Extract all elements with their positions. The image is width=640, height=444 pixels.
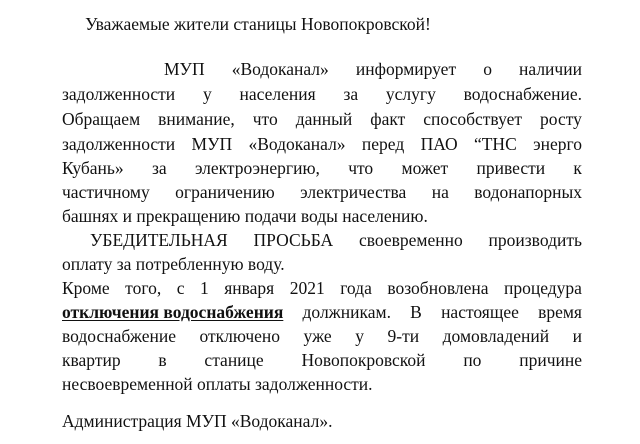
paragraph-2-line-2: оплату за потребленную воду. [62, 254, 285, 274]
word: по [463, 350, 482, 370]
word: квартир [62, 350, 121, 370]
word: станице [204, 350, 264, 370]
word: способствует [423, 109, 523, 129]
word: росту [540, 109, 582, 129]
paragraph-1-line-1 [62, 58, 582, 80]
paragraph-3-line-1 [62, 277, 582, 299]
word: частичному [62, 182, 150, 202]
paragraph-1-line-5 [62, 157, 582, 179]
word: Кубань» [62, 158, 124, 178]
word: факт [370, 109, 406, 129]
paragraph-1-line-7: башнях и прекращению подачи воды населению. [62, 206, 428, 226]
word: к [573, 158, 582, 178]
word: 2021 [289, 278, 325, 298]
word: «Водоканал» [248, 134, 346, 154]
word: “ТНС [473, 134, 517, 154]
word: привести [476, 158, 546, 178]
word: домовладений [442, 326, 550, 346]
word: водоснабжение. [463, 84, 582, 104]
word: внимание, [158, 109, 235, 129]
word: 9-ти [387, 326, 420, 346]
word: 1 [199, 278, 209, 298]
word: услугу [385, 84, 436, 104]
word: «Водоканал» [231, 59, 329, 79]
paragraph-1-line-4 [62, 133, 582, 155]
word: ПРОСЬБА [253, 230, 334, 250]
word: населения [239, 84, 316, 104]
paragraph-3-line-2-word: время [538, 302, 582, 322]
paragraph-3-line-3 [62, 325, 582, 347]
word: водоснабжение [62, 326, 176, 346]
word: причине [519, 350, 582, 370]
word: своевременно [358, 230, 463, 250]
word: у [202, 84, 212, 104]
word: перед [361, 134, 405, 154]
paragraph-3-line-2-word: настоящее [441, 302, 519, 322]
word: и [572, 326, 582, 346]
word: может [401, 158, 449, 178]
word: ограничению [175, 182, 275, 202]
word: на [431, 182, 449, 202]
disconnection-emphasis: отключения водоснабжения [62, 302, 284, 322]
paragraph-3-line-2-word: В [410, 302, 422, 322]
signature: Администрация МУП «Водоканал». [62, 411, 333, 431]
word: Обращаем [62, 109, 141, 129]
word: МУП [164, 59, 205, 79]
word: января [224, 278, 275, 298]
paragraph-1-line-3 [62, 108, 582, 130]
word: данный [295, 109, 353, 129]
word: о [483, 59, 492, 79]
paragraph-2-line-1 [62, 229, 582, 251]
word: года [340, 278, 372, 298]
word: за [343, 84, 359, 104]
word: производить [488, 230, 582, 250]
word: уже [303, 326, 332, 346]
word: Новопокровской [301, 350, 426, 370]
word: того, [125, 278, 162, 298]
paragraph-1-line-2 [62, 83, 582, 105]
word: электроэнергию, [194, 158, 320, 178]
word: УБЕДИТЕЛЬНАЯ [90, 230, 228, 250]
word: у [355, 326, 364, 346]
word: водонапорных [474, 182, 582, 202]
word: отключено [199, 326, 281, 346]
word: ПАО [420, 134, 458, 154]
word: за [151, 158, 167, 178]
word: с [176, 278, 185, 298]
word: наличии [519, 59, 582, 79]
word: процедура [503, 278, 582, 298]
word: МУП [191, 134, 233, 154]
word: Кроме [62, 278, 110, 298]
word: электричества [300, 182, 407, 202]
paragraph-3-line-2-word: должникам. [302, 302, 391, 322]
paragraph-3-line-2 [62, 301, 582, 323]
word: задолженности [62, 84, 176, 104]
notice-title: Уважаемые жители станицы Новопокровской! [85, 14, 431, 34]
word: информирует [355, 59, 457, 79]
paragraph-3-line-5: несвоевременной оплаты задолженности. [62, 374, 373, 394]
paragraph-3-line-4 [62, 349, 582, 371]
word: что [252, 109, 278, 129]
word: в [158, 350, 167, 370]
word: возобновлена [387, 278, 489, 298]
paragraph-1-line-6 [62, 181, 582, 203]
word: что [348, 158, 374, 178]
word: задолженности [62, 134, 176, 154]
word: энерго [533, 134, 582, 154]
